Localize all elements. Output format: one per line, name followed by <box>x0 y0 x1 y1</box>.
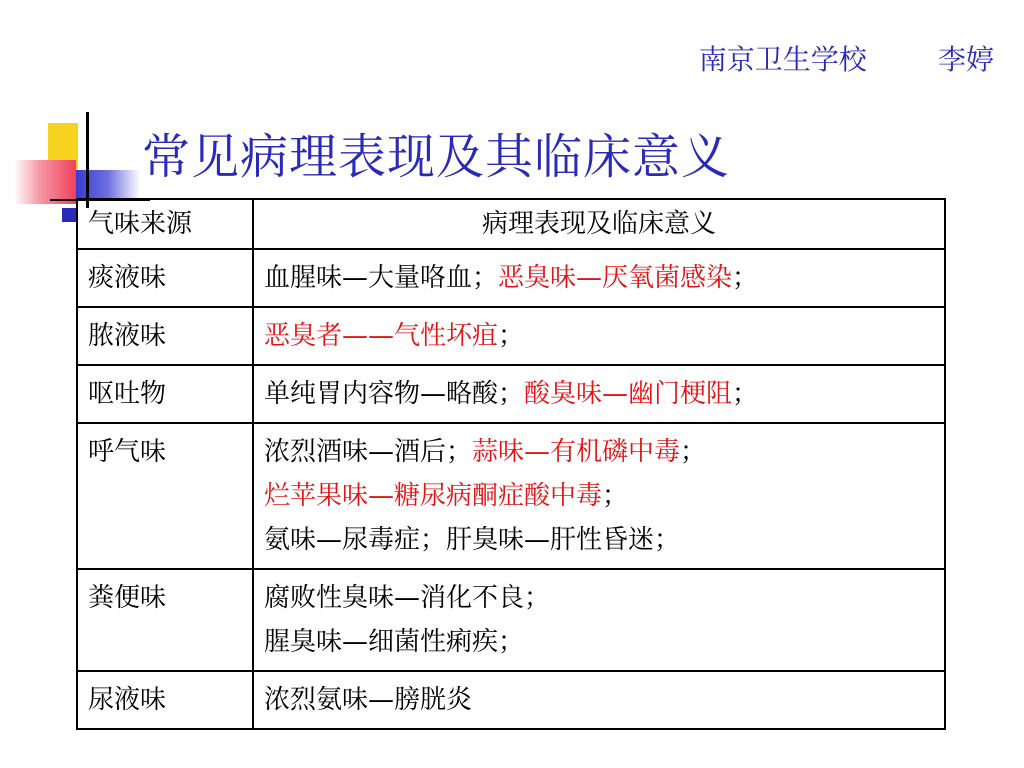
clinical-meaning-cell <box>253 569 945 671</box>
meaning-line <box>264 256 934 300</box>
meaning-text: ； <box>680 437 707 467</box>
meaning-line <box>264 678 934 722</box>
odor-table <box>76 198 946 730</box>
meaning-text: ； <box>732 263 759 293</box>
meaning-text: 单纯胃内容物—略酸； <box>264 379 525 409</box>
clinical-meaning-cell <box>253 307 945 365</box>
decor-red-block <box>14 160 76 204</box>
table-row <box>77 307 945 365</box>
meaning-text: ； <box>732 379 759 409</box>
meaning-text: 腥臭味—细菌性痢疾； <box>264 627 525 657</box>
meaning-text: 血腥味—大量咯血； <box>264 263 499 293</box>
school-name: 南京卫生学校 <box>698 43 867 76</box>
meaning-text: 浓烈氨味—膀胱炎 <box>264 685 473 715</box>
table-header-row <box>77 199 945 249</box>
table-row <box>77 569 945 671</box>
header-meaning: 病理表现及临床意义 <box>253 199 945 249</box>
header-source: 气味来源 <box>77 199 253 249</box>
slide-title: 常见病理表现及其临床意义 <box>142 129 731 185</box>
odor-source-cell: 呕吐物 <box>77 365 253 423</box>
odor-source-cell: 尿液味 <box>77 671 253 729</box>
highlighted-text: 恶臭味—厌氧菌感染 <box>498 263 733 293</box>
odor-source-cell: 脓液味 <box>77 307 253 365</box>
meaning-line <box>264 576 934 620</box>
author-name: 李婷 <box>937 43 994 76</box>
meaning-text: ； <box>498 321 525 351</box>
highlighted-text: 蒜味—有机磷中毒 <box>472 437 681 467</box>
table-row <box>77 249 945 307</box>
clinical-meaning-cell <box>253 671 945 729</box>
meaning-line <box>264 430 934 474</box>
table-row <box>77 671 945 729</box>
meaning-text: 腐败性臭味—消化不良； <box>264 583 551 613</box>
meaning-text: ； <box>602 481 629 511</box>
header-credit <box>699 38 994 78</box>
highlighted-text: 烂苹果味—糖尿病酮症酸中毒 <box>264 481 603 511</box>
clinical-meaning-cell <box>253 423 945 569</box>
clinical-meaning-cell <box>253 249 945 307</box>
meaning-line <box>264 314 934 358</box>
meaning-line <box>264 474 934 518</box>
meaning-line <box>264 372 934 416</box>
table-row <box>77 365 945 423</box>
table-row <box>77 423 945 569</box>
clinical-meaning-cell <box>253 365 945 423</box>
odor-source-cell: 粪便味 <box>77 569 253 671</box>
odor-source-cell: 痰液味 <box>77 249 253 307</box>
highlighted-text: 酸臭味—幽门梗阻 <box>524 379 733 409</box>
meaning-text: 浓烈酒味—酒后； <box>264 437 473 467</box>
meaning-line <box>264 620 934 664</box>
highlighted-text: 恶臭者——气性坏疽 <box>264 321 499 351</box>
meaning-text: 氨味—尿毒症；肝臭味—肝性昏迷； <box>264 525 681 555</box>
meaning-line <box>264 518 934 562</box>
odor-source-cell: 呼气味 <box>77 423 253 569</box>
decor-vertical-line <box>86 112 89 208</box>
